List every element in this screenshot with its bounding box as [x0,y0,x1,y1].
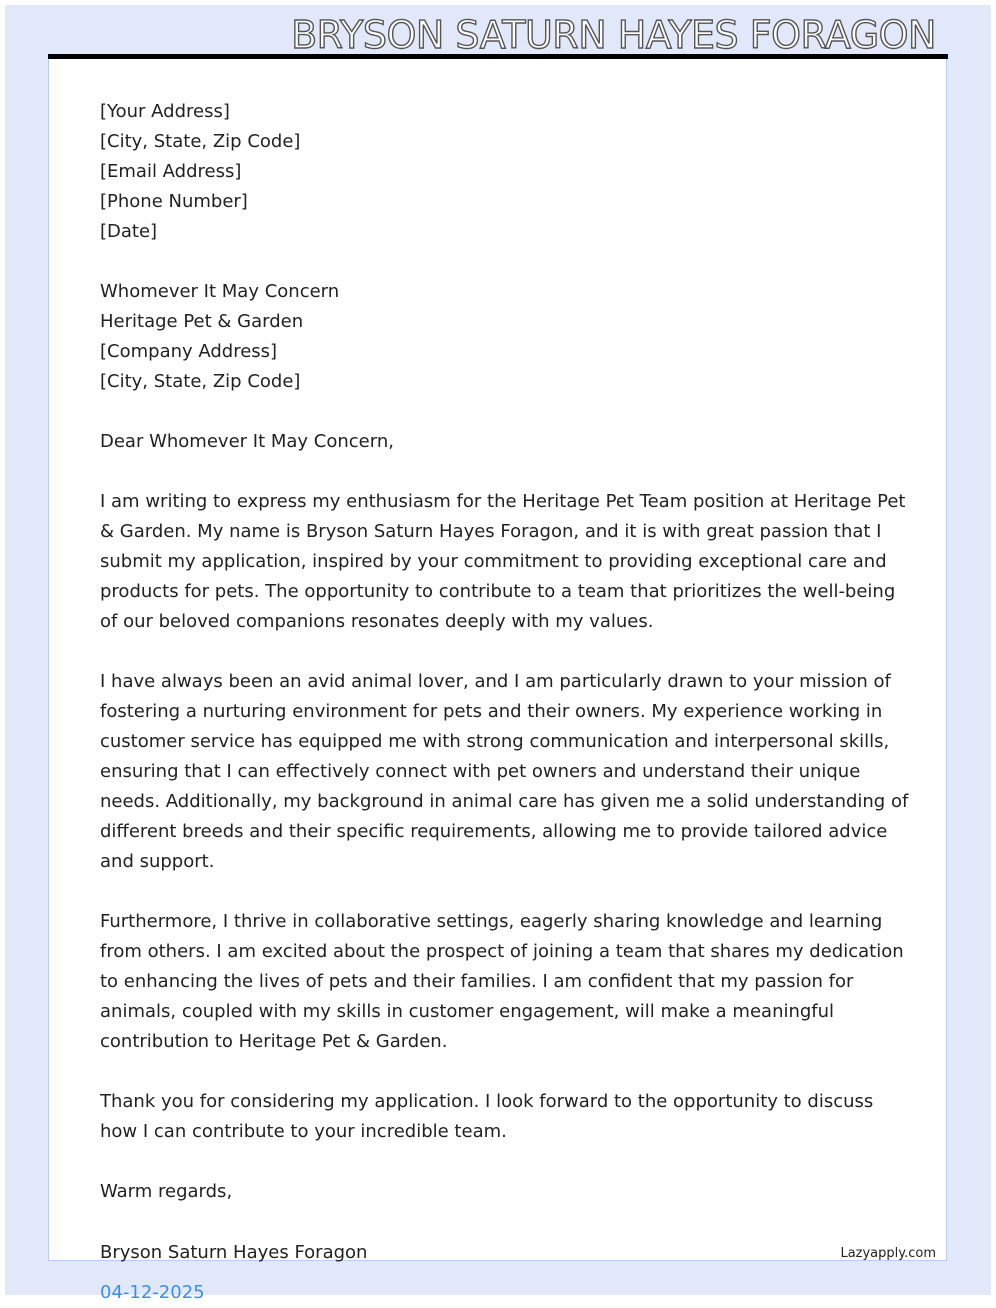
sender-line: [Your Address] [100,101,230,122]
paragraph-line: different breeds and their specific requirements, allowing me to provide tailored advice [100,821,888,842]
paragraph-line: & Garden. My name is Bryson Saturn Hayes Foragon, and it is with great passion that I [100,521,882,542]
paragraph-3 [100,907,920,1057]
paragraph-1 [100,487,920,637]
paragraph-line: I have always been an avid animal lover, and I am particularly drawn to your mission of [100,671,891,692]
paragraph-line: products for pets. The opportunity to contribute to a team that prioritizes the well-being [100,581,896,602]
paragraph-line: and support. [100,851,215,872]
sender-line: [Email Address] [100,161,242,182]
paragraph-line: ensuring that I can effectively connect with pet owners and understand their unique [100,761,861,782]
paragraph-line: of our beloved companions resonates deeply with my values. [100,611,654,632]
salutation: Dear Whomever It May Concern, [100,431,394,452]
paragraph-line: from others. I am excited about the prospect of joining a team that shares my dedication [100,941,904,962]
applicant-name-title: BRYSON SATURN HAYES FORAGON [291,13,936,57]
letter-body [100,97,920,1207]
paragraph-line: to enhancing the lives of pets and their families. I am confident that my passion for [100,971,854,992]
paragraph-2 [100,667,920,877]
paragraph-line: I am writing to express my enthusiasm for the Heritage Pet Team position at Heritage Pet [100,491,906,512]
sender-line: [City, State, Zip Code] [100,131,301,152]
paragraph-4 [100,1087,920,1147]
sender-block [100,97,920,247]
brand-watermark: Lazyapply.com [840,1246,936,1261]
recipient-line: Heritage Pet & Garden [100,311,304,332]
paragraph-line: how I can contribute to your incredible team. [100,1121,507,1142]
signature: Bryson Saturn Hayes Foragon [100,1242,368,1263]
paragraph-line: Thank you for considering my application. I look forward to the opportunity to discuss [100,1091,874,1112]
closing: Warm regards, [100,1181,233,1202]
paragraph-line: customer service has equipped me with strong communication and interpersonal skills, [100,731,890,752]
sender-line: [Phone Number] [100,191,248,212]
paragraph-line: contribution to Heritage Pet & Garden. [100,1031,448,1052]
recipient-block [100,277,920,397]
paragraph-line: Furthermore, I thrive in collaborative settings, eagerly sharing knowledge and learning [100,911,883,932]
paragraph-line: animals, coupled with my skills in customer engagement, will make a meaningful [100,1001,835,1022]
recipient-line: [Company Address] [100,341,278,362]
letter-date: 04-12-2025 [100,1282,205,1303]
recipient-line: Whomever It May Concern [100,281,340,302]
paragraph-line: fostering a nurturing environment for pets and their owners. My experience working in [100,701,883,722]
sender-line: [Date] [100,221,158,242]
recipient-line: [City, State, Zip Code] [100,371,301,392]
paragraph-line: submit my application, inspired by your commitment to providing exceptional care and [100,551,887,572]
paragraph-line: needs. Additionally, my background in animal care has given me a solid understanding of [100,791,909,812]
